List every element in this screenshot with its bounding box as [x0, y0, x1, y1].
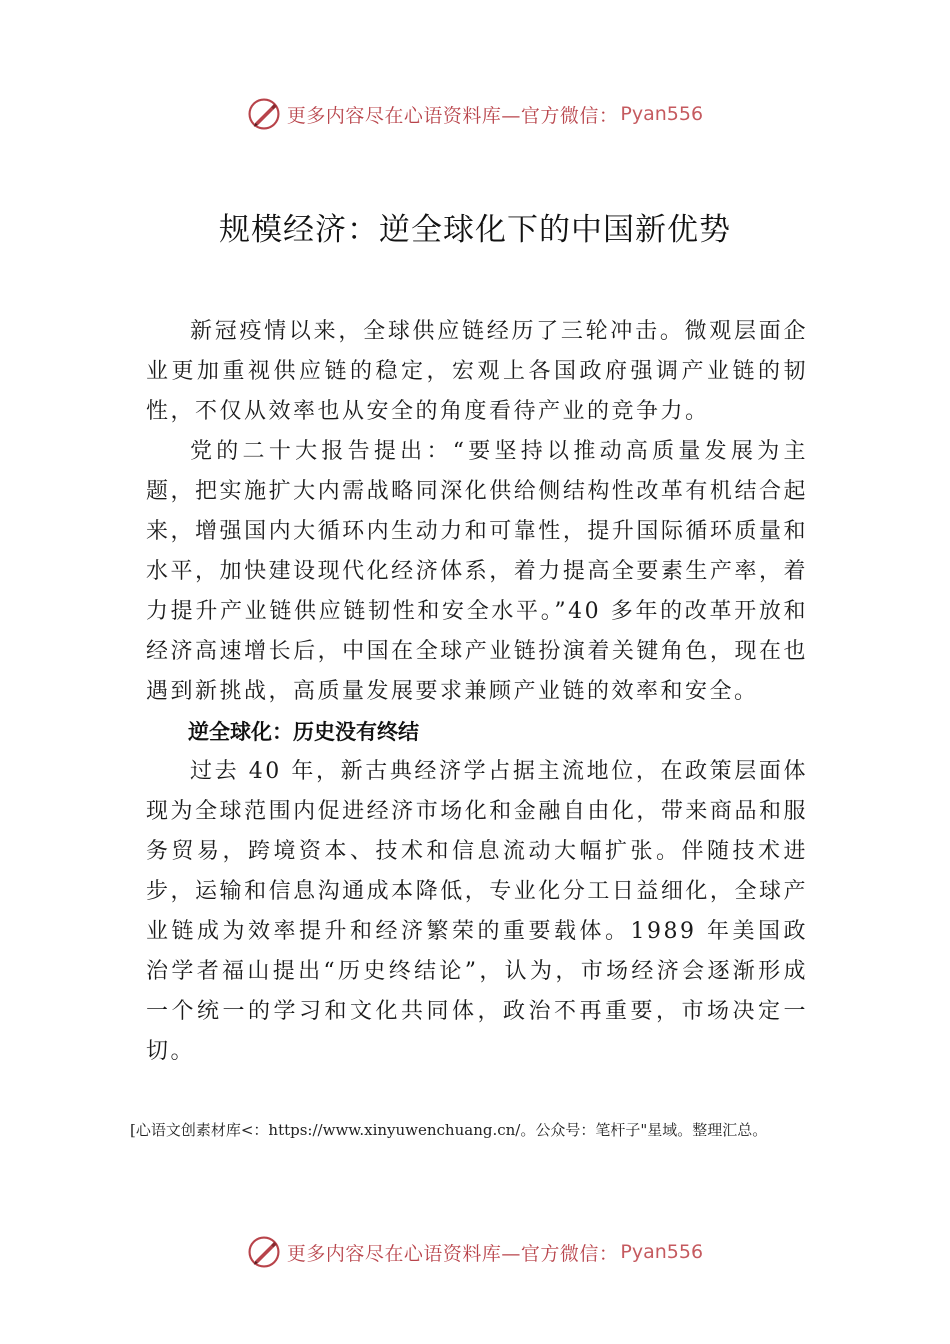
section-heading: 逆全球化：历史没有终结 [188, 720, 419, 744]
banner-wechat-id: Pyan556 [620, 1241, 704, 1263]
paragraph: 过去 40 年，新古典经济学占据主流地位，在政策层面体现为全球范围内促进经济市场化和金融自由化，带来商品和服务贸易，跨境资本、技术和信息流动大幅扩张。伴随技术进步，运输和信息沟通成本降低，专业化分工日益细化，全球产业链成为效率提升和经济繁荣的重要载体。1989 年美国政治学者福山提出“历史终结论”，认为，市场经济会逐渐形成一个统一的学习和文化共同体，政治不再重要，市场决定一切。 [146, 759, 808, 1064]
pen-logo-icon [247, 1235, 281, 1269]
article-title: 规模经济：逆全球化下的中国新优势 [219, 212, 731, 248]
article-body [146, 312, 808, 1072]
pen-logo-icon [247, 97, 281, 131]
paragraph: 党的二十大报告提出：“要坚持以推动高质量发展为主题，把实施扩大内需战略同深化供给侧结构性改革有机结合起来，增强国内大循环内生动力和可靠性，提升国际循环质量和水平，加快建设现代化经济体系，着力提高全要素生产率，着力提升产业链供应链韧性和安全水平。”40 多年的改革开放和经济高速增长后，中国在全球产业链扮演着关键角色，现在也遇到新挑战，高质量发展要求兼顾产业链的效率和安全。 [146, 439, 808, 704]
footer-banner [0, 1232, 950, 1272]
banner-wechat-id: Pyan556 [620, 103, 704, 125]
paragraph: 新冠疫情以来，全球供应链经历了三轮冲击。微观层面企业更加重视供应链的稳定，宏观上各国政府强调产业链的韧性，不仅从效率也从安全的角度看待产业的竞争力。 [146, 319, 808, 424]
banner-text: 更多内容尽在心语资料库—官方微信： [286, 104, 619, 127]
header-banner [0, 94, 950, 134]
banner-text: 更多内容尽在心语资料库—官方微信： [286, 1242, 619, 1265]
source-note: [心语文创素材库<：https://www.xinyuwenchuang.cn/。公众号：笔杆子"星域。整理汇总。 [130, 1121, 768, 1139]
